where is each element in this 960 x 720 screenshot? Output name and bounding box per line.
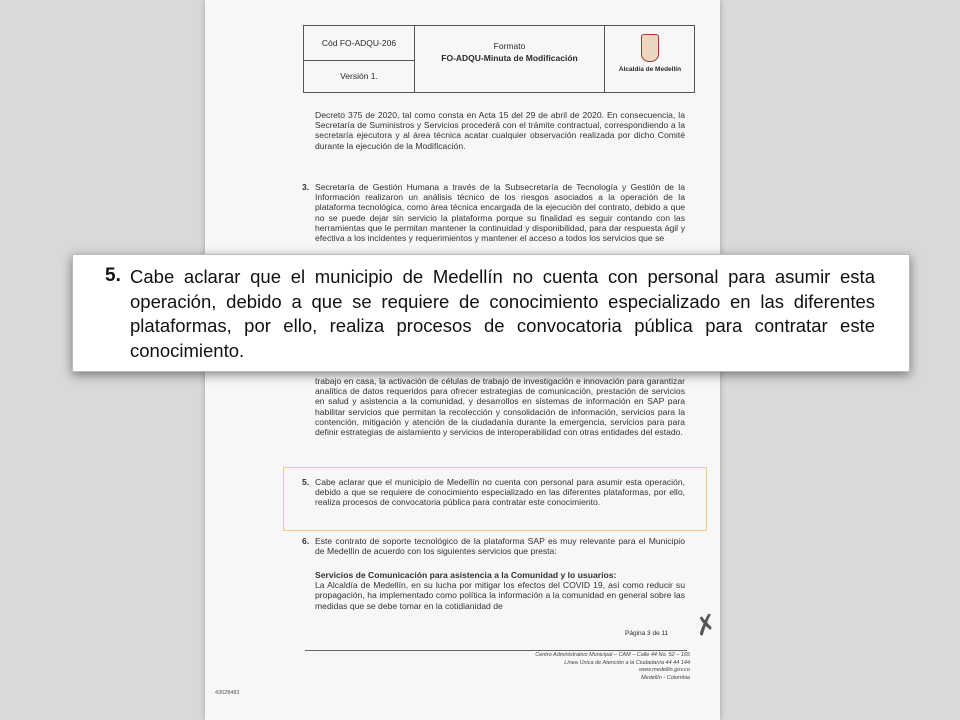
services-section	[315, 570, 685, 611]
zoom-item-text: Cabe aclarar que el municipio de Medellín no cuenta con personal para asumir esta operación, debido a que se requiere de conocimiento especializado en las diferentes plataformas, por ello, realiza procesos de convocatoria pública para contratar este conocimiento.	[130, 266, 875, 361]
item-4-continuation: trabajo en casa, la activación de células de trabajo de investigación e innovación para garantizar analítica de datos requeridos para ofrecer estrategias de comunicación, prestación de servicios en salud y asistencia a la comunidad, y desarrollos en sistemas de información en SAP para habilitar servicios que permitan la recolección y consolidación de información, servicios para la contención, mitigación y atención de la ciudadanía durante la emergencia, servicios para para definir estrategias de aislamiento y servicios de interoperabilidad con otras entidades del estado.	[315, 376, 685, 438]
services-heading: Servicios de Comunicación para asistencia a la Comunidad y lo usuarios:	[315, 570, 617, 580]
zoom-callout	[72, 254, 910, 372]
intro-paragraph: Decreto 375 de 2020, tal como consta en Acta 15 del 29 de abril de 2020. En consecuencia, la Secretaría de Suministros y Servicios procederá con el trámite contractual, correspondiendo a la secretaría ejecutora y al área técnica acatar cualquier observación realizada por dicho Comité durante la ejecución de la Modificación.	[315, 110, 685, 151]
item-6-number: 6.	[302, 536, 310, 546]
coat-of-arms-icon	[641, 34, 659, 62]
item-3	[302, 182, 685, 244]
format-label: Formato	[493, 41, 526, 51]
item-5-text: Cabe aclarar que el municipio de Medellín no cuenta con personal para asumir esta operación, debido a que se requiere de conocimiento especializado en las diferentes plataformas, por ello, realiza procesos de convocatoria pública para contratar este conocimiento.	[315, 477, 685, 508]
item-6-text: Este contrato de soporte tecnológico de la plataforma SAP es muy relevante para el Municipio de Medellín de acuerdo con los siguientes servicios que presta:	[315, 536, 685, 557]
footer-divider	[305, 650, 687, 651]
document-code: 43628483	[215, 690, 240, 696]
item-3-number: 3.	[302, 182, 310, 192]
item-6	[302, 536, 685, 557]
form-code: Cód FO-ADQU-206	[304, 26, 414, 61]
item-3-text: Secretaría de Gestión Humana a través de la Subsecretaría de Tecnología y Gestión de la Información realizaron un análisis técnico de los riesgos asociados a la operación de la plataforma tecnológica, como área técnica encargada de la ejecución del contrato, debido a que no se puede dejar sin servicio la plataforma porque su finalidad es seguir contando con las herramientas que le permitan mantener la continuidad y disponibilidad, para dar respuesta ágil y efectiva a los incidentes y requerimientos y mantener el acceso a todos los servicios que se	[315, 182, 685, 244]
zoom-item-number: 5.	[105, 265, 121, 286]
page-number: Página 3 de 11	[625, 630, 669, 637]
services-text: La Alcaldía de Medellín, en su lucha por mitigar los efectos del COVID 19, así como reducir su propagación, ha implementado como política la información a la comunidad en general sobre las medidas que se debe tomar en la cotidianidad de	[315, 580, 685, 611]
document-header-table	[303, 25, 695, 93]
highlight-box	[283, 467, 707, 531]
item-5-number: 5.	[302, 477, 310, 487]
format-title: FO-ADQU-Minuta de Modificación	[441, 53, 578, 63]
org-name: Alcaldía de Medellín	[618, 66, 682, 73]
signature-mark: ✗	[691, 607, 721, 643]
form-version: Versión 1.	[340, 71, 378, 81]
footer-address: Centro Administrativo Municipal – CAM – Calle 44 No. 52 – 165 Línea Única de Atención a la Ciudadanía 44 44 144 www.medellin.gov.co Medellín - Colombia	[535, 652, 690, 681]
